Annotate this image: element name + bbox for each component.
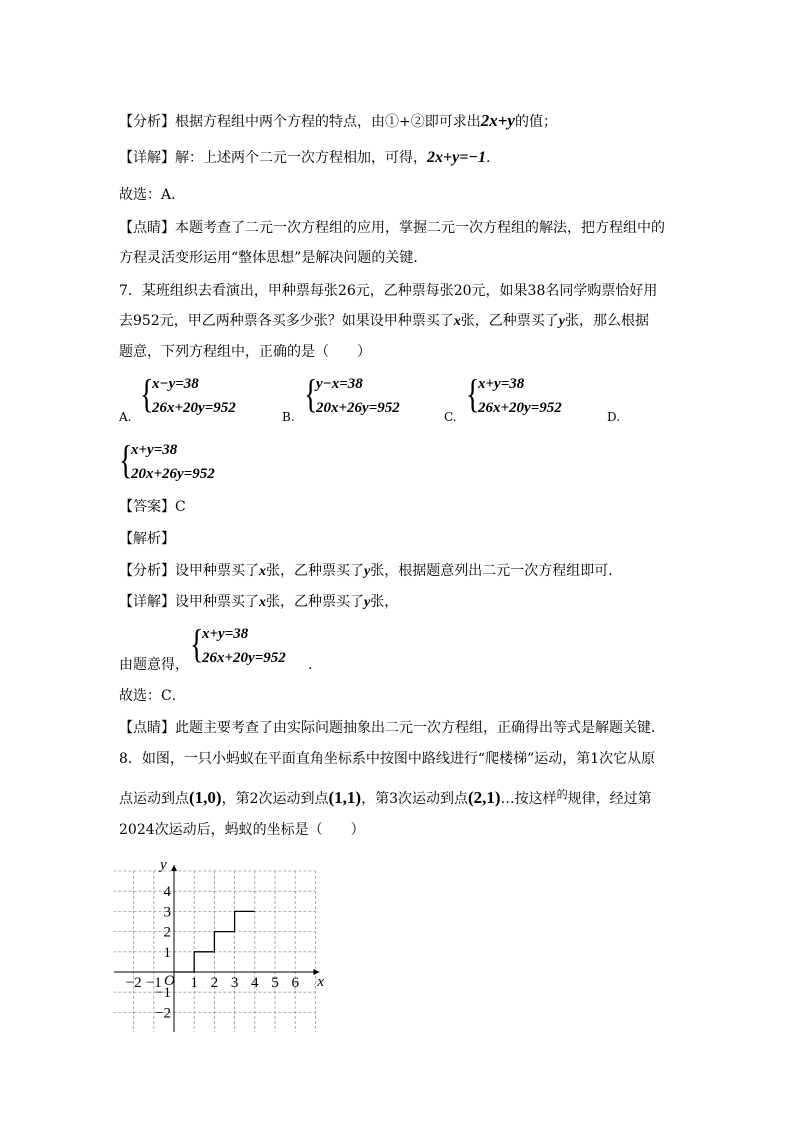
system-end: . — [308, 657, 313, 673]
choice-line-q6: 故选：A． — [119, 187, 186, 203]
math-expression: 2x+y=−1 — [427, 149, 487, 166]
x-tick-label: −1 — [145, 975, 162, 991]
equation-1: x+y=38 — [131, 442, 178, 458]
choice-line-q7: 故选：C． — [119, 688, 186, 704]
point-2: (1,1) — [328, 788, 362, 807]
x-tick-label: 2 — [210, 975, 219, 991]
option-a-label: A. — [119, 410, 132, 424]
question-8-line2 — [119, 785, 652, 809]
analysis-text-end: 的值； — [514, 114, 557, 130]
stem-text: ，第2次运动到点 — [221, 791, 329, 807]
analysis-text: 根据方程组中两个方程的特点，由①+②即可求出 — [175, 114, 481, 130]
analysis-tag: 【分析】 — [119, 563, 175, 579]
analysis-text: 设甲种票买了 — [175, 563, 259, 579]
detail-tag: 【详解】 — [119, 150, 175, 166]
answer-line: 【答案】C — [119, 499, 186, 515]
comment-line-q6 — [119, 218, 665, 238]
question-8-line1: 8．如图，一只小蚂蚁在平面直角坐标系中按图中路线进行“爬楼梯”运动，第1次它从原 — [119, 751, 656, 767]
equation-1: x+y=38 — [478, 376, 525, 392]
equation-1: x+y=38 — [202, 626, 249, 642]
point-1: (1,0) — [189, 788, 222, 807]
comment-text: 此题主要考查了由实际问题抽象出二元一次方程组，正确得出等式是解题关键． — [175, 720, 665, 736]
stem-text: 规律，经过第 — [567, 791, 652, 807]
comment-text: 本题考查了二元一次方程组的应用，掌握二元一次方程组的解法，把方程组中的 — [175, 220, 665, 236]
equation-2: 20x+26y=952 — [131, 466, 215, 482]
question-7-line3: 题意，下列方程组中，正确的是（ ） — [119, 344, 371, 360]
comment-tag: 【点睛】 — [119, 720, 175, 736]
brace-icon: { — [466, 371, 480, 416]
question-8-line3: 2024次运动后，蚂蚁的坐标是（ ） — [119, 822, 365, 838]
y-arrow-icon — [171, 865, 177, 871]
x-tick-label: 3 — [230, 975, 239, 991]
var-y: y — [364, 564, 371, 579]
point-3: (2,1) — [468, 788, 501, 807]
comment-line-q7 — [119, 718, 665, 738]
var-x: x — [259, 595, 266, 610]
analysis-tag: 【分析】 — [119, 114, 175, 130]
analysis-text: 张，根据题意列出二元一次方程组即可． — [370, 563, 623, 579]
coordinate-graph — [114, 852, 334, 1032]
option-d-label: D. — [607, 410, 621, 424]
detail-text: 设甲种票买了 — [175, 594, 259, 610]
stem-text: ，第3次运动到点 — [361, 791, 468, 807]
x-tick-label: 6 — [291, 975, 299, 991]
var-x: x — [259, 564, 266, 579]
y-axis-label: y — [160, 856, 167, 873]
detail-tag: 【详解】 — [119, 594, 175, 610]
analysis-heading: 【解析】 — [119, 531, 175, 547]
option-b-label: B. — [282, 410, 295, 424]
var-y: y — [364, 595, 371, 610]
stem-text: 去952元，甲乙两种票各买多少张？如果设甲种票买了 — [119, 313, 454, 329]
question-7-line1: 7．某班组织去看演出，甲种票每张26元，乙种票每张20元，如果38名同学购票恰好用 — [119, 283, 658, 299]
comment-tag: 【点睛】 — [119, 220, 175, 236]
brace-icon: { — [140, 371, 154, 416]
detail-text: 张， — [370, 594, 399, 610]
equation-1: x−y=38 — [152, 376, 199, 392]
var-x: x — [453, 314, 461, 329]
stem-superscript: 的 — [556, 788, 568, 801]
var-y: y — [558, 314, 565, 329]
y-tick-label: 4 — [163, 884, 171, 901]
x-tick-label: −2 — [125, 975, 142, 991]
brace-icon: { — [304, 371, 318, 416]
stem-text: 张，那么根据 — [564, 313, 649, 329]
equation-1: y−x=38 — [316, 376, 363, 392]
detail-text: 张，乙种票买了 — [266, 594, 364, 610]
comment-line2-q6: 方程灵活变形运用“整体思想”是解决问题的关键． — [119, 250, 428, 266]
y-tick-label: −1 — [155, 985, 171, 1002]
analysis-text: 张，乙种票买了 — [266, 563, 364, 579]
equation-2: 20x+26y=952 — [316, 400, 400, 416]
x-tick-label: 4 — [251, 975, 259, 991]
detail-line-q6 — [119, 148, 490, 168]
detail-end: . — [486, 150, 491, 166]
brace-icon: { — [119, 437, 133, 482]
axis-labels — [126, 857, 325, 1021]
stem-text: 张，乙种票买了 — [460, 313, 559, 329]
equation-2: 26x+20y=952 — [152, 400, 236, 416]
analysis-line-q6 — [119, 111, 557, 132]
x-axis-label: x — [317, 974, 325, 990]
math-expression: 2x+y — [480, 111, 515, 130]
equation-2: 26x+20y=952 — [478, 400, 562, 416]
detail-line-q7 — [119, 592, 398, 613]
axes — [114, 865, 319, 1032]
x-tick-label: 5 — [271, 975, 279, 991]
y-tick-label: −2 — [155, 1005, 171, 1022]
stem-text: …按这样 — [500, 791, 557, 807]
y-tick-label: 2 — [163, 924, 171, 941]
question-7-line2 — [119, 311, 649, 332]
detail-text: 解：上述两个二元一次方程相加，可得， — [175, 150, 427, 166]
option-c-label: C. — [444, 410, 457, 424]
analysis-line-q7 — [119, 561, 622, 582]
stem-text: 点运动到点 — [119, 791, 189, 807]
x-tick-label: 1 — [190, 975, 198, 991]
brace-icon: { — [190, 621, 204, 666]
y-tick-label: 3 — [163, 904, 171, 921]
origin-label: O — [164, 973, 175, 989]
equation-2: 26x+20y=952 — [202, 650, 286, 666]
y-tick-label: 1 — [163, 944, 171, 961]
by-meaning-label: 由题意得， — [119, 657, 189, 673]
